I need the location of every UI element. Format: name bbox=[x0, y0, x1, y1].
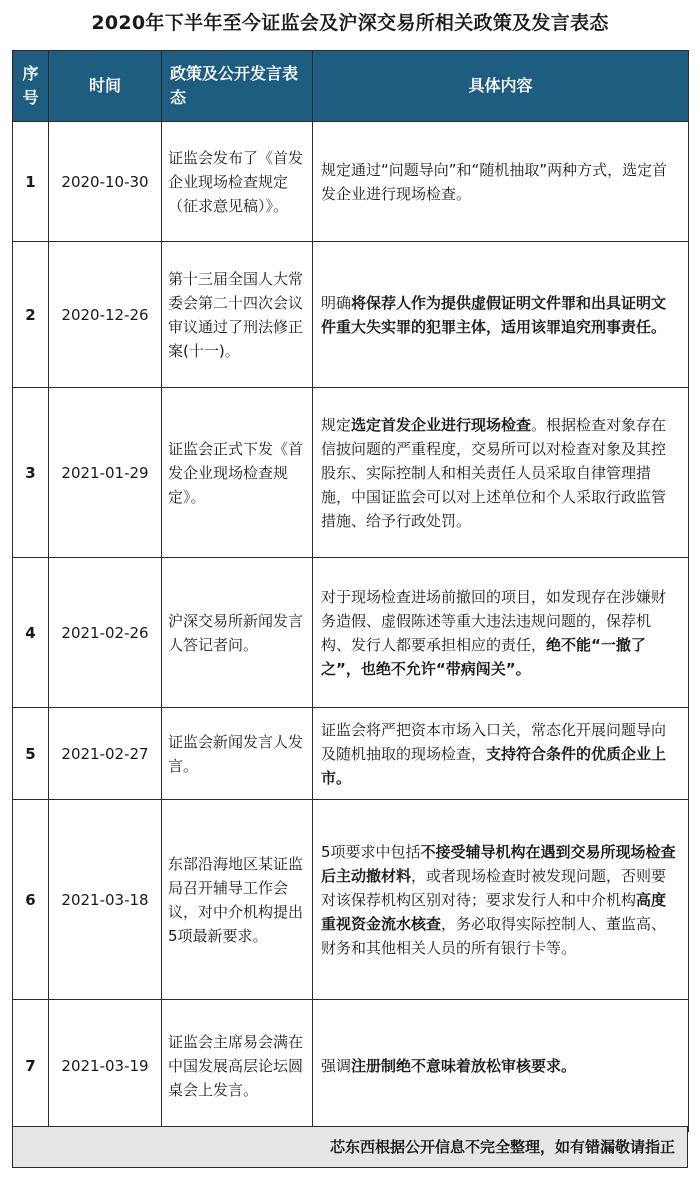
row-source: 第十三届全国人大常委会第二十四次会议审议通过了刑法修正案(十一)。 bbox=[162, 242, 313, 388]
row-source: 东部沿海地区某证监局召开辅导工作会议，对中介机构提出5项最新要求。 bbox=[162, 800, 313, 1000]
policy-table bbox=[12, 50, 689, 1132]
row-detail bbox=[313, 122, 689, 242]
detail-emphasis: 绝不能“一撤了之”，也绝不允许“带病闯关”。 bbox=[321, 635, 646, 678]
row-index: 5 bbox=[13, 708, 49, 800]
row-detail bbox=[313, 388, 689, 558]
row-detail bbox=[313, 800, 689, 1000]
detail-emphasis: 注册制绝不意味着放松审核要求。 bbox=[351, 1056, 577, 1075]
detail-emphasis: 不接受辅导机构在遇到交易所现场检查后主动撤材料 bbox=[321, 842, 676, 885]
row-date: 2021-01-29 bbox=[49, 388, 162, 558]
table-row bbox=[13, 1000, 689, 1132]
table-row bbox=[13, 558, 689, 708]
row-source: 证监会新闻发言人发言。 bbox=[162, 708, 313, 800]
row-source: 证监会主席易会满在中国发展高层论坛圆桌会上发言。 bbox=[162, 1000, 313, 1132]
detail-text: ，务必取得实际控制人、董监高、财务和其他相关人员的所有银行卡等。 bbox=[321, 914, 667, 957]
detail-text: 明确 bbox=[321, 293, 352, 312]
row-date: 2020-10-30 bbox=[49, 122, 162, 242]
row-detail bbox=[313, 558, 689, 708]
header-index: 序号 bbox=[13, 51, 49, 122]
detail-emphasis: 选定首发企业进行现场检查 bbox=[351, 415, 532, 434]
header-detail: 具体内容 bbox=[313, 51, 689, 122]
detail-text: 强调 bbox=[321, 1056, 352, 1075]
row-date: 2021-02-26 bbox=[49, 558, 162, 708]
row-index: 6 bbox=[13, 800, 49, 1000]
row-detail bbox=[313, 1000, 689, 1132]
detail-text: 。根据检查对象存在信披问题的严重程度，交易所可以对检查对象及其控股东、实际控制人和相关责任人员采取自律管理措施，中国证监会可以对上述单位和个人采取行政监管措施、给予行政处罚。 bbox=[321, 415, 667, 530]
detail-text: 5项要求中包括 bbox=[321, 842, 421, 861]
header-source: 政策及公开发言表态 bbox=[162, 51, 313, 122]
row-index: 2 bbox=[13, 242, 49, 388]
table-row bbox=[13, 242, 689, 388]
row-date: 2021-02-27 bbox=[49, 708, 162, 800]
row-index: 3 bbox=[13, 388, 49, 558]
row-date: 2021-03-18 bbox=[49, 800, 162, 1000]
row-index: 4 bbox=[13, 558, 49, 708]
row-source: 证监会发布了《首发企业现场检查规定（征求意见稿）》。 bbox=[162, 122, 313, 242]
table-header-row bbox=[13, 51, 689, 122]
detail-text: 规定通过“问题导向”和“随机抽取”两种方式，选定首发企业进行现场检查。 bbox=[321, 160, 668, 203]
detail-emphasis: 将保荐人作为提供虚假证明文件罪和出具证明文件重大失实罪的犯罪主体，适用该罪追究刑事责任。 bbox=[321, 293, 667, 336]
table-row bbox=[13, 122, 689, 242]
row-source: 沪深交易所新闻发言人答记者问。 bbox=[162, 558, 313, 708]
row-detail bbox=[313, 708, 689, 800]
row-index: 1 bbox=[13, 122, 49, 242]
detail-text: 证监会将严把资本市场入口关，常态化开展问题导向及随机抽取的现场检查， bbox=[321, 720, 667, 763]
table-row bbox=[13, 800, 689, 1000]
source-note: 芯东西根据公开信息不完全整理，如有错漏敬请指正 bbox=[12, 1126, 688, 1168]
row-date: 2020-12-26 bbox=[49, 242, 162, 388]
detail-emphasis: 支持符合条件的优质企业上市。 bbox=[321, 744, 667, 787]
detail-text: ，或者现场检查时被发现问题，否则要对该保荐机构区别对待；要求发行人和中介机构 bbox=[321, 866, 667, 909]
detail-text: 规定 bbox=[321, 415, 352, 434]
detail-text: 对于现场检查进场前撤回的项目，如发现存在涉嫌财务造假、虚假陈述等重大违法违规问题的，保荐机构、发行人都要承担相应的责任， bbox=[321, 587, 667, 654]
header-date: 时间 bbox=[49, 51, 162, 122]
detail-emphasis: 高度重视资金流水核查 bbox=[321, 890, 667, 933]
row-detail bbox=[313, 242, 689, 388]
row-index: 7 bbox=[13, 1000, 49, 1132]
page-title: 2020年下半年至今证监会及沪深交易所相关政策及发言表态 bbox=[91, 12, 609, 34]
row-date: 2021-03-19 bbox=[49, 1000, 162, 1132]
table-row bbox=[13, 388, 689, 558]
table-row bbox=[13, 708, 689, 800]
row-source: 证监会正式下发《首发企业现场检查规定》。 bbox=[162, 388, 313, 558]
